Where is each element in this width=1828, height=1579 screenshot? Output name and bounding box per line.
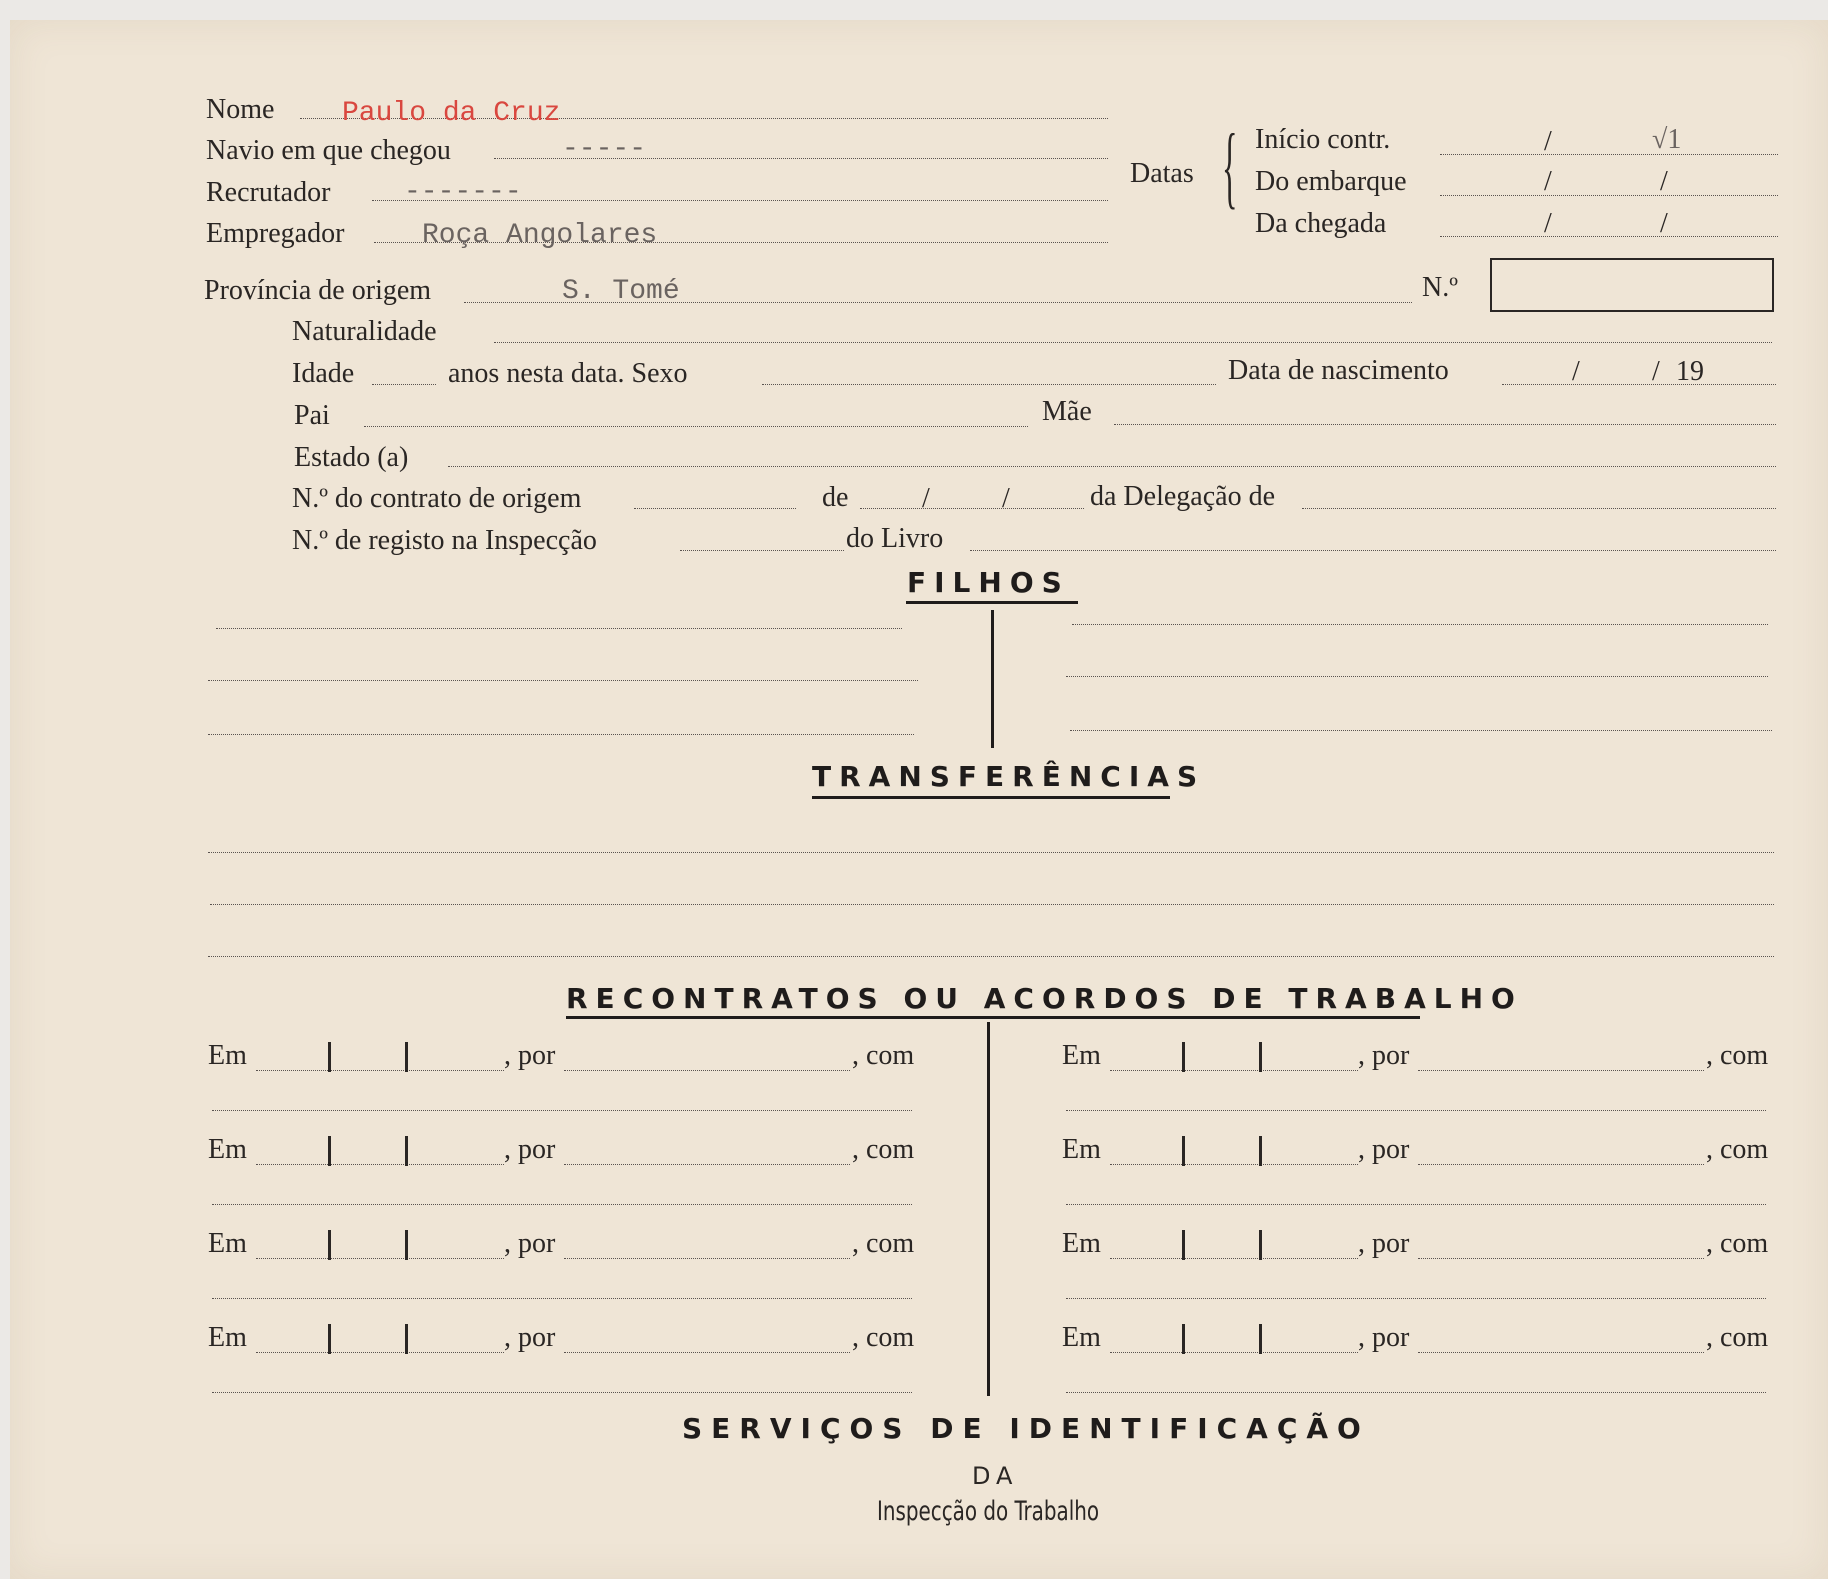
embarque-slash-2: / [1660,166,1668,197]
recontrato-left-3-date-line [256,1258,504,1259]
filhos-line-left-1 [216,628,902,629]
nascimento-slash-1: / [1572,356,1580,387]
recontrato-right-1-em-label: Em [1062,1040,1101,1071]
estado-line [448,466,1776,467]
filhos-heading: FILHOS [907,566,1070,599]
recontrato-right-3-continuation-line [1066,1298,1766,1299]
recontrato-right-1-continuation-line [1066,1110,1766,1111]
chegada-label: Da chegada [1255,208,1387,239]
recontrato-right-1-date-sep-1 [1182,1042,1185,1072]
transferencias-heading: TRANSFERÊNCIAS [812,760,1206,793]
recontrato-right-3-em-label: Em [1062,1228,1101,1259]
contrato-date-line [860,508,1084,509]
recrutador-value: ------- [404,177,522,208]
recontrato-right-2-date-sep-1 [1182,1136,1185,1166]
recontratos-heading: RECONTRATOS OU ACORDOS DE TRABALHO [566,982,1523,1015]
recontrato-right-1-com-label: , com [1706,1040,1769,1071]
delegacao-line [1302,508,1776,509]
recontrato-left-2-com-label: , com [852,1134,915,1165]
recontrato-right-2-por-label: , por [1358,1134,1410,1165]
recontrato-right-2-continuation-line [1066,1204,1766,1205]
recontrato-right-3-date-sep-1 [1182,1230,1185,1260]
recontrato-right-4-continuation-line [1066,1392,1766,1393]
empregador-value: Roça Angolares [422,220,658,251]
estado-label: Estado (a) [294,442,409,473]
datas-brace: { [1222,115,1238,217]
inicio-mark: √1 [1652,124,1682,155]
sexo-line [762,384,1216,385]
provincia-label: Província de origem [204,275,432,306]
filhos-line-right-1 [1072,624,1768,625]
recontrato-left-3-em-label: Em [208,1228,247,1259]
navio-value: ----- [562,134,647,165]
recontrato-right-1-por-line [1418,1070,1704,1071]
recontratos-underline [566,1016,1420,1019]
transferencias-line-2 [210,904,1774,905]
recontrato-right-3-date-line [1110,1258,1358,1259]
idade-label: Idade [292,358,355,389]
recontrato-left-4-date-sep-2 [405,1324,408,1354]
recontrato-left-4-com-label: , com [852,1322,915,1353]
recontrato-left-4-date-line [256,1352,504,1353]
inicio-label: Início contr. [1255,124,1391,155]
nome-value: Paulo da Cruz [342,98,561,129]
chegada-slash-1: / [1544,208,1552,239]
chegada-slash-2: / [1660,208,1668,239]
transferencias-line-1 [208,852,1774,853]
filhos-line-left-3 [208,734,914,735]
recontrato-right-1-date-line [1110,1070,1358,1071]
recontrato-left-1-por-label: , por [504,1040,556,1071]
recontrato-left-2-por-line [564,1164,850,1165]
recontrato-left-4-continuation-line [212,1392,912,1393]
footer-title: SERVIÇOS DE IDENTIFICAÇÃO [682,1412,1370,1445]
recontrato-left-3-com-label: , com [852,1228,915,1259]
recontrato-left-2-date-sep-2 [405,1136,408,1166]
inicio-slash: / [1544,126,1552,157]
nascimento-slash-2: / [1652,356,1660,387]
livro-label: do Livro [846,523,944,554]
filhos-line-right-2 [1066,676,1768,677]
pai-line [364,426,1028,427]
embarque-line [1440,195,1778,196]
inicio-line [1440,154,1778,155]
recrutador-label: Recrutador [206,177,331,208]
recontrato-left-1-continuation-line [212,1110,912,1111]
recontrato-right-1-date-sep-2 [1259,1042,1262,1072]
contrato-line [634,508,796,509]
recontrato-right-4-date-sep-1 [1182,1324,1185,1354]
recontrato-right-1-por-label: , por [1358,1040,1410,1071]
filhos-line-right-3 [1070,730,1772,731]
filhos-underline [906,601,1078,604]
empregador-label: Empregador [206,218,345,249]
recontrato-left-4-por-label: , por [504,1322,556,1353]
recontrato-left-4-em-label: Em [208,1322,247,1353]
chegada-line [1440,236,1778,237]
recontrato-right-4-em-label: Em [1062,1322,1101,1353]
recontrato-right-2-por-line [1418,1164,1704,1165]
registo-label: N.º de registo na Inspecção [292,525,597,556]
naturalidade-label: Naturalidade [292,316,437,347]
recontrato-left-1-em-label: Em [208,1040,247,1071]
transferencias-line-3 [208,956,1774,957]
embarque-label: Do embarque [1255,166,1407,197]
recontrato-right-4-com-label: , com [1706,1322,1769,1353]
datas-label: Datas [1130,158,1194,189]
pai-label: Pai [294,400,330,431]
recontrato-left-1-date-sep-2 [405,1042,408,1072]
recontrato-right-2-date-sep-2 [1259,1136,1262,1166]
provincia-value: S. Tomé [562,276,680,307]
recontrato-left-3-por-line [564,1258,850,1259]
recontrato-right-4-por-label: , por [1358,1322,1410,1353]
recontrato-left-2-em-label: Em [208,1134,247,1165]
footer-da: DA [972,1462,1019,1490]
recontrato-right-2-com-label: , com [1706,1134,1769,1165]
numero-box [1490,258,1774,312]
numero-label: N.º [1422,272,1458,303]
embarque-slash-1: / [1544,166,1552,197]
footer-org: Inspecção do Trabalho [877,1496,1100,1527]
livro-line [970,550,1776,551]
recontrato-left-3-date-sep-1 [328,1230,331,1260]
recontrato-left-2-date-line [256,1164,504,1165]
recontratos-divider [987,1022,990,1396]
navio-label: Navio em que chegou [206,135,451,166]
recontrato-right-2-date-line [1110,1164,1358,1165]
recontrato-left-2-continuation-line [212,1204,912,1205]
recontrato-left-2-date-sep-1 [328,1136,331,1166]
recontrato-right-4-date-line [1110,1352,1358,1353]
filhos-line-left-2 [208,680,918,681]
form-sheet [10,20,1828,1579]
delegacao-label: da Delegação de [1090,481,1275,512]
recontrato-left-3-por-label: , por [504,1228,556,1259]
nascimento-year: 19 [1676,356,1704,387]
naturalidade-line [494,342,1772,343]
recontrato-right-3-date-sep-2 [1259,1230,1262,1260]
mae-line [1114,424,1776,425]
recontrato-left-1-date-line [256,1070,504,1071]
recontrato-left-1-date-sep-1 [328,1042,331,1072]
nascimento-line [1502,384,1776,385]
mae-label: Mãe [1042,396,1092,427]
recontrato-left-1-com-label: , com [852,1040,915,1071]
registo-line [680,550,844,551]
nascimento-label: Data de nascimento [1228,355,1449,386]
idade-line [372,384,436,385]
recontrato-right-4-por-line [1418,1352,1704,1353]
recontrato-left-4-date-sep-1 [328,1324,331,1354]
transferencias-underline [812,796,1170,799]
recontrato-left-3-date-sep-2 [405,1230,408,1260]
recontrato-left-2-por-label: , por [504,1134,556,1165]
contrato-de-label: de [822,482,849,513]
recontrato-left-1-por-line [564,1070,850,1071]
anos-sexo-label: anos nesta data. Sexo [448,358,688,389]
recontrato-left-4-por-line [564,1352,850,1353]
recontrato-right-4-date-sep-2 [1259,1324,1262,1354]
recontrato-right-2-em-label: Em [1062,1134,1101,1165]
recontrato-right-3-por-label: , por [1358,1228,1410,1259]
recontrato-right-3-por-line [1418,1258,1704,1259]
contrato-slash-1: / [922,483,930,514]
filhos-divider [991,610,994,748]
contrato-slash-2: / [1002,483,1010,514]
contrato-label: N.º do contrato de origem [292,483,582,514]
nome-label: Nome [206,94,275,125]
recontrato-left-3-continuation-line [212,1298,912,1299]
recontrato-right-3-com-label: , com [1706,1228,1769,1259]
